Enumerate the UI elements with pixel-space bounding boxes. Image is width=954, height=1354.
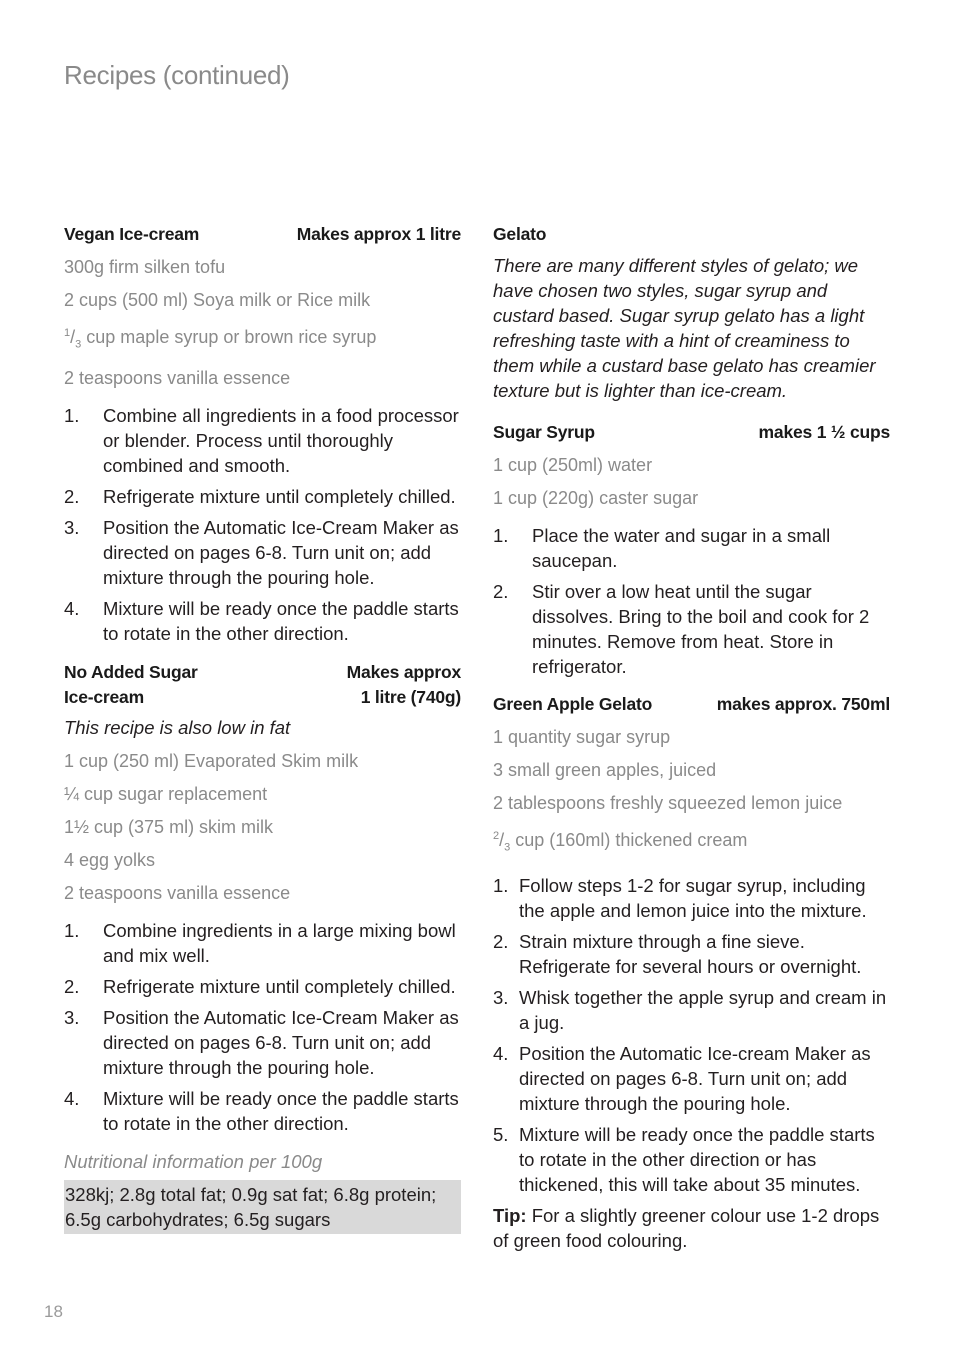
sugar-syrup-recipe xyxy=(493,420,890,679)
step-text: Position the Automatic Ice-cream Maker as directed on pages 6-8. Turn unit on; add mixture through the pouring hole. xyxy=(519,1042,871,1114)
nutrition-label: Nutritional information per 100g xyxy=(64,1150,323,1172)
step xyxy=(493,523,890,573)
ingredient: 2 tablespoons freshly squeezed lemon juice xyxy=(493,793,843,813)
recipe-title-line: Ice-cream xyxy=(64,686,144,707)
recipe-yield-line: Makes approx xyxy=(346,661,461,682)
step-number: 4. xyxy=(64,1087,80,1109)
recipe-yield: makes approx. 750ml xyxy=(716,694,890,714)
ingredient: 3 small green apples, juiced xyxy=(493,760,717,780)
step xyxy=(64,515,461,590)
step-text: Whisk together the apple syrup and cream in a jug. xyxy=(519,986,887,1033)
step-number: 4. xyxy=(64,597,80,619)
step-text: Mixture will be ready once the paddle starts to rotate in the other direction or has thickened, this will take about 35 minutes. xyxy=(519,1123,875,1195)
fraction-denominator: 3 xyxy=(75,338,82,351)
ingredient: 1 cup (250 ml) Evaporated Skim milk xyxy=(64,750,359,771)
step-number: 3. xyxy=(64,516,80,538)
ingredient: $^2/_3$ cup (160ml) thickened cream xyxy=(493,830,748,854)
recipe-header xyxy=(64,660,461,710)
step-text: Stir over a low heat until the sugar dissolves. Bring to the boil and cook for 2 minutes. Remove from heat. Store in refrigerator. xyxy=(532,581,870,677)
step-number: 3. xyxy=(64,1006,80,1028)
no-sugar-recipe xyxy=(64,660,461,1234)
step xyxy=(64,974,461,999)
step-number: 4. xyxy=(493,1042,509,1064)
ingredient: $^1/_3$ cup maple syrup or brown rice syrup xyxy=(64,327,377,351)
recipe-header xyxy=(493,420,890,445)
step xyxy=(493,985,890,1035)
ingredient: 2 teaspoons vanilla essence xyxy=(64,882,291,903)
step xyxy=(493,929,890,979)
recipe-title xyxy=(64,660,198,710)
step-text: Place the water and sugar in a small saucepan. xyxy=(532,525,831,571)
step xyxy=(493,579,890,679)
step-text: Combine ingredients in a large mixing bowl and mix well. xyxy=(103,919,456,966)
ingredient: 1 cup (220g) caster sugar xyxy=(493,488,699,508)
method-steps xyxy=(493,523,890,679)
recipe-header xyxy=(493,692,890,717)
tip-label: Tip: xyxy=(493,1204,527,1226)
step-number: 1. xyxy=(493,874,509,896)
step xyxy=(64,1086,461,1136)
step-text: Follow steps 1-2 for sugar syrup, including the apple and lemon juice into the mixture. xyxy=(519,874,867,921)
recipe-note: This recipe is also low in fat xyxy=(64,716,291,738)
recipe-header xyxy=(64,222,461,247)
step xyxy=(493,1041,890,1116)
ingredient: 4 egg yolks xyxy=(64,849,156,870)
recipe-yield xyxy=(347,660,461,710)
step-text: Mixture will be ready once the paddle starts to rotate in the other direction. xyxy=(103,597,459,644)
recipe-title-line: No Added Sugar xyxy=(64,661,198,682)
green-apple-gelato-recipe xyxy=(493,692,890,1253)
right-column xyxy=(493,222,890,1253)
step-number: 2. xyxy=(493,581,509,602)
tip-text: For a slightly greener colour use 1-2 drops of green food colouring. xyxy=(493,1204,880,1251)
method-steps xyxy=(493,873,890,1197)
ingredient: 1 cup (250ml) water xyxy=(493,455,653,475)
vegan-recipe xyxy=(64,222,461,646)
step xyxy=(64,403,461,478)
step-text: Refrigerate mixture until completely chilled. xyxy=(103,485,456,507)
recipe-title: Vegan Ice-cream xyxy=(64,224,200,244)
step-number: 1. xyxy=(64,919,80,941)
step-number: 5. xyxy=(493,1123,509,1145)
nutrition-values: 328kj; 2.8g total fat; 0.9g sat fat; 6.8g protein; 6.5g carbohydrates; 6.5g sugars xyxy=(64,1180,461,1234)
ingredient: 1½ cup (375 ml) skim milk xyxy=(64,816,274,837)
tip xyxy=(493,1203,890,1253)
ingredient: 2 teaspoons vanilla essence xyxy=(64,367,291,388)
page-number: 18 xyxy=(44,1302,63,1321)
step-number: 2. xyxy=(493,930,509,952)
method-steps xyxy=(64,918,461,1136)
recipe-yield: makes 1 ½ cups xyxy=(758,422,890,442)
recipe-title: Green Apple Gelato xyxy=(493,694,653,714)
step xyxy=(64,918,461,968)
step-number: 2. xyxy=(64,975,80,997)
section-title xyxy=(493,222,890,247)
recipe-title: Sugar Syrup xyxy=(493,422,595,442)
ingredient: 2 cups (500 ml) Soya milk or Rice milk xyxy=(64,290,371,310)
method-steps xyxy=(64,403,461,646)
step-text: Mixture will be ready once the paddle starts to rotate in the other direction. xyxy=(103,1087,459,1134)
step xyxy=(64,596,461,646)
step-text: Position the Automatic Ice-Cream Maker as directed on pages 6-8. Turn unit on; add mixture through the pouring hole. xyxy=(103,516,459,588)
ingredient: 1 quantity sugar syrup xyxy=(493,727,671,747)
ingredient-text: cup maple syrup or brown rice syrup xyxy=(86,327,377,347)
step-number: 1. xyxy=(493,525,509,546)
gelato-description: There are many different styles of gelato; we have chosen two styles, sugar syrup and custard based. Sugar syrup gelato has a light refreshing taste with a hint of creaminess to them while a custard base gelato has creamier texture but is lighter than ice-cream. xyxy=(493,255,876,401)
step xyxy=(64,1005,461,1080)
fraction-numerator: 1 xyxy=(64,327,71,339)
ingredient-text: cup (160ml) thickened cream xyxy=(515,830,748,850)
recipe-yield-line: 1 litre (740g) xyxy=(360,686,461,707)
step xyxy=(64,484,461,509)
step-text: Refrigerate mixture until completely chilled. xyxy=(103,975,456,997)
step-text: Strain mixture through a fine sieve. Refrigerate for several hours or overnight. xyxy=(519,930,862,977)
step xyxy=(493,1122,890,1197)
step-text: Position the Automatic Ice-Cream Maker as directed on pages 6-8. Turn unit on; add mixture through the pouring hole. xyxy=(103,1006,459,1078)
step-text: Combine all ingredients in a food processor or blender. Process until thoroughly combined and smooth. xyxy=(103,404,459,476)
gelato-intro xyxy=(493,222,890,403)
page-title: Recipes (continued) xyxy=(64,60,290,90)
ingredient: ¼ cup sugar replacement xyxy=(64,783,268,804)
step-number: 3. xyxy=(493,986,509,1008)
fraction-numerator: 2 xyxy=(493,830,500,842)
step-number: 2. xyxy=(64,485,80,507)
recipe-yield: Makes approx 1 litre xyxy=(296,224,461,244)
step xyxy=(493,873,890,923)
fraction-denominator: 3 xyxy=(504,841,511,854)
ingredient: 300g firm silken tofu xyxy=(64,257,226,277)
step-number: 1. xyxy=(64,404,80,426)
left-column xyxy=(64,222,461,1234)
recipe-title: Gelato xyxy=(493,224,547,244)
